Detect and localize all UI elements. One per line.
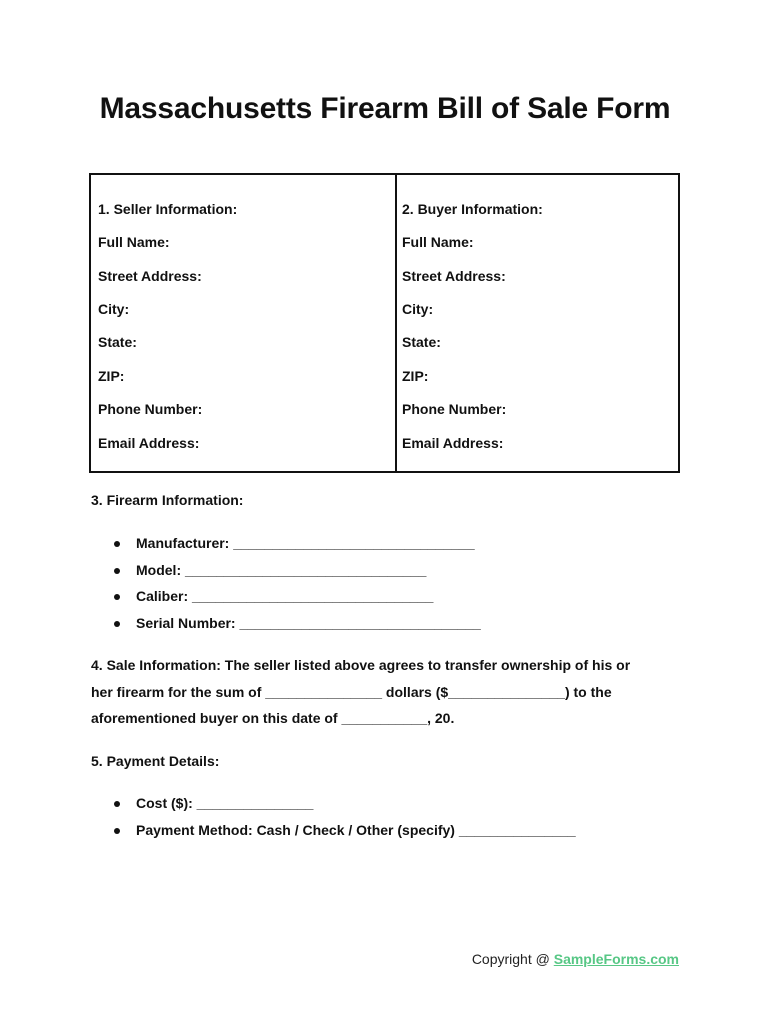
firearm-information-list bbox=[112, 535, 481, 641]
payment-details-list bbox=[112, 795, 576, 848]
seller-state-label: State: bbox=[98, 334, 137, 350]
seller-zip-label: ZIP: bbox=[98, 368, 125, 384]
cost-field: Cost ($): _______________ bbox=[136, 795, 314, 811]
buyer-heading: 2. Buyer Information: bbox=[402, 201, 543, 217]
list-item bbox=[112, 562, 481, 589]
bullet-icon bbox=[114, 621, 120, 627]
caliber-field: Caliber: _______________________________ bbox=[136, 588, 434, 604]
seller-email-label: Email Address: bbox=[98, 435, 200, 451]
buyer-city-label: City: bbox=[402, 301, 434, 317]
buyer-state-label: State: bbox=[402, 334, 441, 350]
seller-full-name-label: Full Name: bbox=[98, 234, 170, 250]
serial-number-field: Serial Number: _______________________________ bbox=[136, 614, 481, 631]
copyright-footer bbox=[472, 951, 679, 967]
list-item bbox=[112, 535, 481, 562]
model-field: Model: _______________________________ bbox=[136, 561, 427, 578]
list-item bbox=[112, 795, 576, 822]
bullet-icon bbox=[114, 801, 120, 807]
buyer-street-address-label: Street Address: bbox=[402, 268, 506, 284]
sale-information-line-3: aforementioned buyer on this date of ___________, 20. bbox=[91, 710, 455, 726]
firearm-information-heading: 3. Firearm Information: bbox=[91, 492, 244, 508]
seller-information-column bbox=[91, 175, 397, 471]
seller-city-label: City: bbox=[98, 301, 130, 317]
document-title: Massachusetts Firearm Bill of Sale Form bbox=[99, 92, 671, 125]
buyer-email-label: Email Address: bbox=[402, 435, 504, 451]
buyer-information-column bbox=[397, 175, 678, 471]
list-item bbox=[112, 615, 481, 642]
bullet-icon bbox=[114, 828, 120, 834]
list-item bbox=[112, 588, 481, 615]
bullet-icon bbox=[114, 541, 120, 547]
buyer-phone-label: Phone Number: bbox=[402, 401, 507, 417]
seller-street-address-label: Street Address: bbox=[98, 268, 202, 284]
sale-information-line-2: her firearm for the sum of _______________ dollars ($_______________) to the bbox=[91, 684, 612, 700]
copyright-text: Copyright @ bbox=[471, 951, 554, 967]
party-information-table bbox=[89, 173, 680, 473]
bullet-icon bbox=[114, 568, 120, 574]
buyer-full-name-label: Full Name: bbox=[402, 234, 474, 250]
payment-method-field: Payment Method: Cash / Check / Other (specify) _______________ bbox=[136, 821, 576, 838]
payment-details-heading: 5. Payment Details: bbox=[91, 753, 220, 769]
sale-information-line-1: 4. Sale Information: The seller listed above agrees to transfer ownership of his or bbox=[91, 657, 631, 673]
buyer-zip-label: ZIP: bbox=[402, 368, 429, 384]
seller-heading: 1. Seller Information: bbox=[98, 201, 238, 217]
manufacturer-field: Manufacturer: _______________________________ bbox=[136, 535, 475, 551]
sampleforms-link[interactable]: SampleForms.com bbox=[553, 951, 679, 967]
bullet-icon bbox=[114, 594, 120, 600]
list-item bbox=[112, 822, 576, 849]
seller-phone-label: Phone Number: bbox=[98, 401, 203, 417]
